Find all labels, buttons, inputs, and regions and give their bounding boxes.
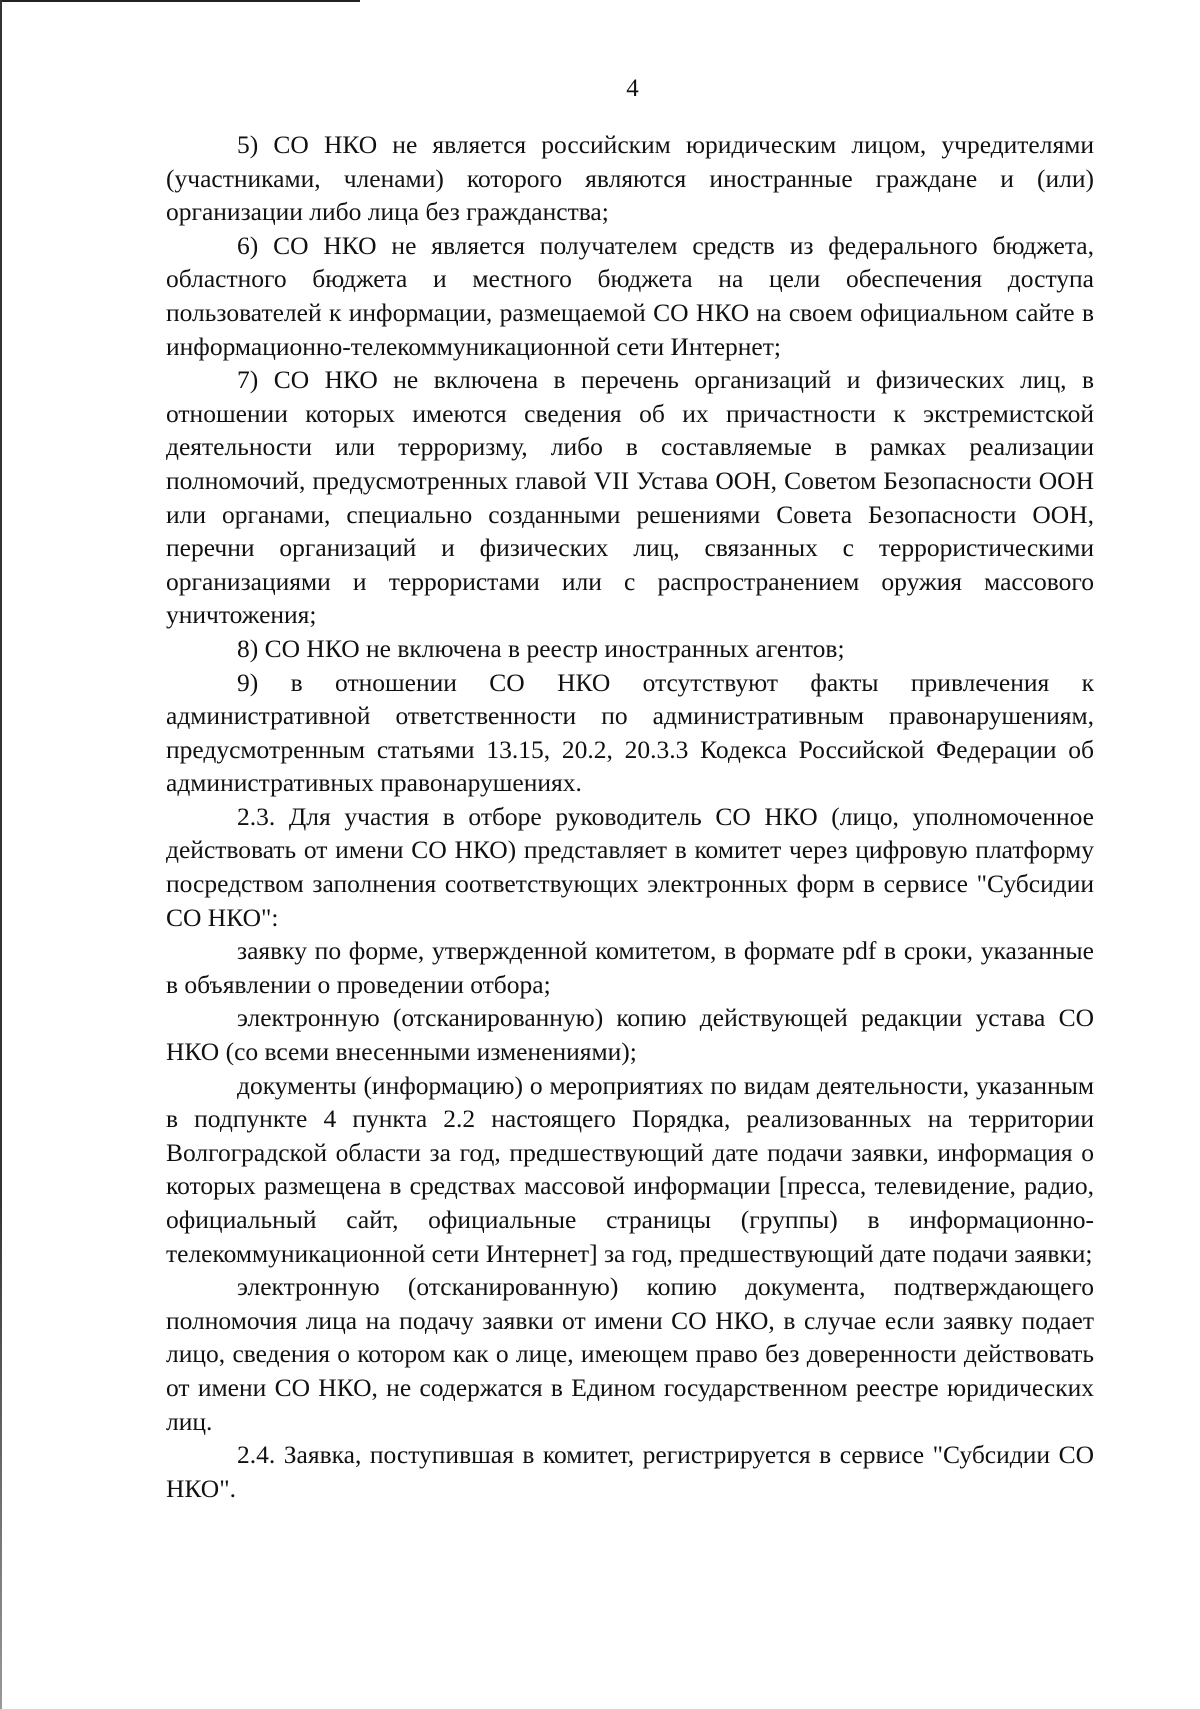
paragraph-section-2-4: 2.4. Заявка, поступившая в комитет, регистрируется в сервисе "Субсидии СО НКО".: [166, 1440, 1094, 1503]
scan-edge-top: [0, 0, 360, 2]
paragraph-activity-documents: документы (информацию) о мероприятиях по видам деятельности, указанным в подпункте 4 пункта 2.2 настоящего Порядка, реализованных на территории Волгоградской области за год, предшествующий дате подачи заявки, информация о которых размещена в средствах массовой информации [пресса, телевидение, радио, официальный сайт, официальные страницы (группы) в информационно-телекоммуникационной сети Интернет] за год, предшествующий дате подачи заявки;: [166, 1070, 1094, 1268]
scan-edge-left: [0, 0, 2, 1709]
paragraph-item-5: 5) СО НКО не является российским юридическим лицом, учредителями (участниками, членами) которого являются иностранные граждане и (или) организации либо лица без гражданства;: [166, 130, 1094, 227]
paragraph-item-7: 7) СО НКО не включена в перечень организаций и физических лиц, в отношении которых имеются сведения об их причастности к экстремистской деятельности или терроризму, либо в составляемые в рамках реализации полномочий, предусмотренных главой VII Устава ООН, Советом Безопасности ООН или органами, специально созданными решениями Совета Безопасности ООН, перечни организаций и физических лиц, связанных с террористическими организациями и террористами или с распространением оружия массового уничтожения;: [166, 365, 1094, 630]
page-number: 4: [626, 75, 639, 102]
paragraph-application-form: заявку по форме, утвержденной комитетом, в формате pdf в сроки, указанные в объявлении о проведении отбора;: [166, 936, 1094, 999]
document-body: [166, 128, 1094, 1505]
paragraph-item-9: 9) в отношении СО НКО отсутствуют факты привлечения к административной ответственности по административным правонарушениям, предусмотренным статьями 13.15, 20.2, 20.3.3 Кодекса Российской Федерации об административных правонарушениях.: [166, 667, 1094, 798]
paragraph-authority-document: электронную (отсканированную) копию документа, подтверждающего полномочия лица на подачу заявки от имени СО НКО, в случае если заявку подает лицо, сведения о котором как о лице, имеющем право без доверенности действовать от имени СО НКО, не содержатся в Едином государственном реестре юридических лиц.: [166, 1272, 1094, 1436]
paragraph-item-6: 6) СО НКО не является получателем средств из федерального бюджета, областного бюджета и местного бюджета на цели обеспечения доступа пользователей к информации, размещаемой СО НКО на своем официальном сайте в информационно-телекоммуникационной сети Интернет;: [166, 230, 1094, 361]
paragraph-item-8: 8) СО НКО не включена в реестр иностранных агентов;: [237, 633, 845, 663]
paragraph-section-2-3: 2.3. Для участия в отборе руководитель СО НКО (лицо, уполномоченное действовать от имени СО НКО) представляет в комитет через цифровую платформу посредством заполнения соответствующих электронных форм в сервисе "Субсидии СО НКО":: [166, 801, 1094, 932]
paragraph-charter-copy: электронную (отсканированную) копию действующей редакции устава СО НКО (со всеми внесенными изменениями);: [166, 1003, 1094, 1067]
